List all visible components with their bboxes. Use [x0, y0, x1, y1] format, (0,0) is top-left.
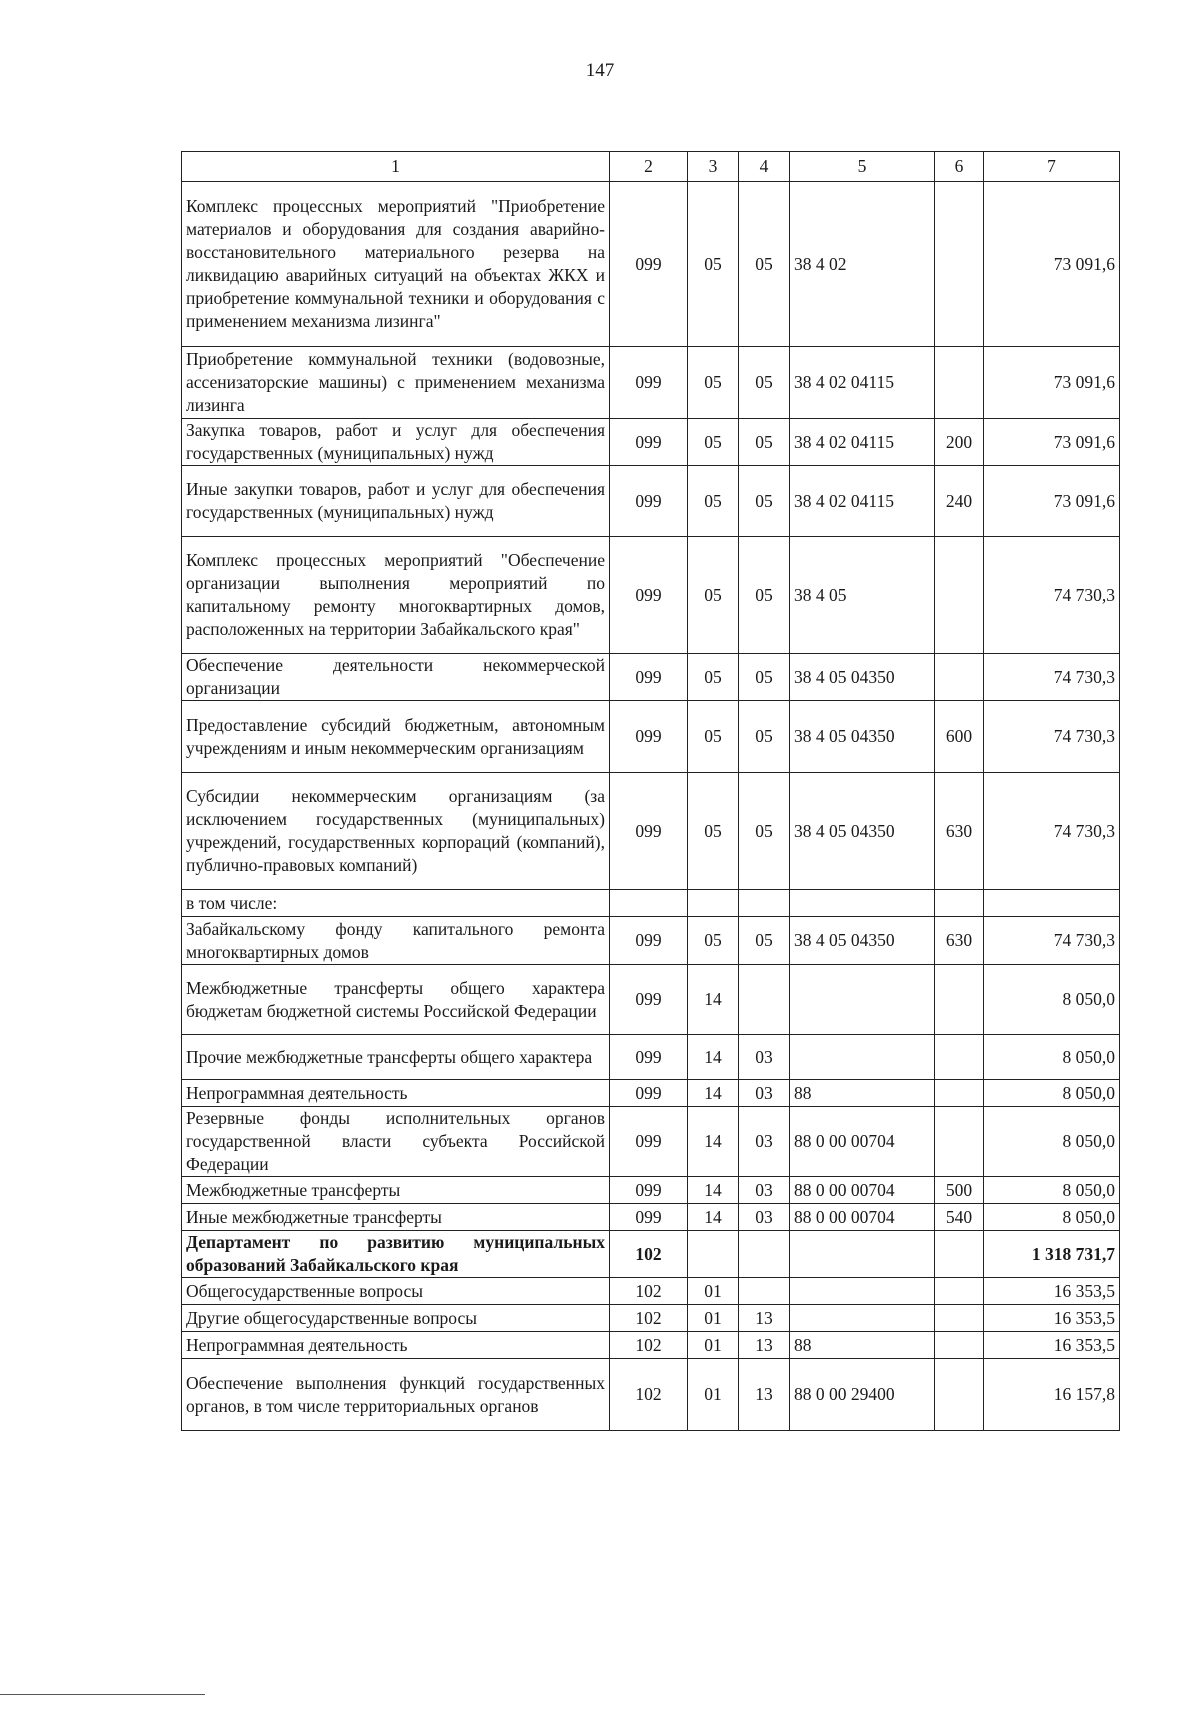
cell-subsection: 03: [739, 1177, 790, 1204]
cell-target-article: [790, 890, 935, 917]
cell-expense-type: 500: [935, 1177, 984, 1204]
cell-section: 01: [688, 1278, 739, 1305]
cell-target-article: 38 4 02 04115: [790, 419, 935, 466]
cell-section: [688, 1231, 739, 1278]
row-name: Непрограммная деятельность: [182, 1332, 610, 1359]
cell-expense-type: 200: [935, 419, 984, 466]
cell-grbs: 102: [610, 1278, 688, 1305]
cell-expense-type: [935, 1359, 984, 1431]
cell-subsection: 03: [739, 1035, 790, 1080]
cell-grbs: 102: [610, 1359, 688, 1431]
table-row: [182, 1204, 1120, 1231]
cell-expense-type: [935, 1231, 984, 1278]
cell-expense-type: [935, 965, 984, 1035]
cell-grbs: 099: [610, 1080, 688, 1107]
row-name: Резервные фонды исполнительных органов государственной власти субъекта Российской Федерации: [182, 1107, 610, 1177]
row-name: Непрограммная деятельность: [182, 1080, 610, 1107]
cell-target-article: 38 4 05 04350: [790, 773, 935, 890]
cell-grbs: 099: [610, 537, 688, 654]
cell-amount: 16 353,5: [984, 1278, 1120, 1305]
cell-target-article: [790, 1035, 935, 1080]
cell-grbs: 099: [610, 1107, 688, 1177]
cell-grbs: 099: [610, 347, 688, 419]
cell-grbs: 099: [610, 701, 688, 773]
cell-expense-type: [935, 182, 984, 347]
table-row: [182, 1305, 1120, 1332]
cell-target-article: 38 4 05 04350: [790, 701, 935, 773]
row-name: Забайкальскому фонду капитального ремонта многоквартирных домов: [182, 917, 610, 965]
cell-section: 14: [688, 1204, 739, 1231]
row-name: Субсидии некоммерческим организациям (за исключением государственных (муниципальных) учреждений, государственных корпораций (компаний), публично-правовых компаний): [182, 773, 610, 890]
cell-grbs: 099: [610, 773, 688, 890]
cell-target-article: [790, 1305, 935, 1332]
cell-section: 14: [688, 1177, 739, 1204]
cell-target-article: [790, 965, 935, 1035]
row-name: Обеспечение деятельности некоммерческой организации: [182, 654, 610, 701]
cell-grbs: 102: [610, 1305, 688, 1332]
table-row: [182, 654, 1120, 701]
cell-grbs: 099: [610, 654, 688, 701]
cell-grbs: [610, 890, 688, 917]
header-col-6: 6: [935, 152, 984, 182]
cell-amount: 16 353,5: [984, 1305, 1120, 1332]
table-row: [182, 917, 1120, 965]
table-row: [182, 1231, 1120, 1278]
cell-section: 05: [688, 701, 739, 773]
table-row: [182, 1278, 1120, 1305]
cell-expense-type: [935, 347, 984, 419]
cell-section: 14: [688, 1035, 739, 1080]
cell-grbs: 099: [610, 917, 688, 965]
cell-target-article: 88 0 00 00704: [790, 1107, 935, 1177]
cell-section: 05: [688, 773, 739, 890]
cell-expense-type: [935, 654, 984, 701]
cell-expense-type: [935, 1107, 984, 1177]
cell-amount: 74 730,3: [984, 654, 1120, 701]
cell-amount: 16 157,8: [984, 1359, 1120, 1431]
row-name: Прочие межбюджетные трансферты общего характера: [182, 1035, 610, 1080]
cell-target-article: 88: [790, 1080, 935, 1107]
cell-expense-type: [935, 1035, 984, 1080]
table-row: [182, 537, 1120, 654]
cell-amount: 74 730,3: [984, 537, 1120, 654]
cell-amount: 74 730,3: [984, 773, 1120, 890]
cell-amount: 73 091,6: [984, 347, 1120, 419]
header-col-2: 2: [610, 152, 688, 182]
cell-amount: 8 050,0: [984, 1080, 1120, 1107]
cell-target-article: 38 4 02: [790, 182, 935, 347]
table-row: [182, 701, 1120, 773]
row-name: Иные закупки товаров, работ и услуг для обеспечения государственных (муниципальных) нужд: [182, 466, 610, 537]
cell-expense-type: [935, 1080, 984, 1107]
cell-amount: 73 091,6: [984, 419, 1120, 466]
cell-amount: 73 091,6: [984, 182, 1120, 347]
header-col-4: 4: [739, 152, 790, 182]
cell-expense-type: [935, 1332, 984, 1359]
table-row: [182, 1035, 1120, 1080]
row-name: Межбюджетные трансферты общего характера бюджетам бюджетной системы Российской Федерации: [182, 965, 610, 1035]
cell-grbs: 099: [610, 1177, 688, 1204]
cell-subsection: 05: [739, 466, 790, 537]
cell-subsection: [739, 1231, 790, 1278]
row-name: Межбюджетные трансферты: [182, 1177, 610, 1204]
cell-section: 05: [688, 537, 739, 654]
table-row: [182, 182, 1120, 347]
cell-subsection: 03: [739, 1107, 790, 1177]
cell-amount: 73 091,6: [984, 466, 1120, 537]
cell-target-article: [790, 1278, 935, 1305]
cell-target-article: [790, 1231, 935, 1278]
table-row: [182, 466, 1120, 537]
cell-target-article: 88 0 00 00704: [790, 1204, 935, 1231]
cell-amount: 8 050,0: [984, 1035, 1120, 1080]
cell-subsection: 03: [739, 1204, 790, 1231]
cell-subsection: 05: [739, 182, 790, 347]
budget-table: [181, 151, 1120, 1431]
cell-target-article: 38 4 02 04115: [790, 347, 935, 419]
cell-section: 14: [688, 1080, 739, 1107]
cell-target-article: 88: [790, 1332, 935, 1359]
cell-expense-type: [935, 1278, 984, 1305]
cell-expense-type: 630: [935, 917, 984, 965]
cell-target-article: 38 4 05 04350: [790, 654, 935, 701]
cell-target-article: 38 4 05 04350: [790, 917, 935, 965]
cell-amount: 1 318 731,7: [984, 1231, 1120, 1278]
header-col-1: 1: [182, 152, 610, 182]
row-name: Закупка товаров, работ и услуг для обеспечения государственных (муниципальных) нужд: [182, 419, 610, 466]
cell-section: 01: [688, 1332, 739, 1359]
scan-artifact-line: [0, 1694, 205, 1695]
cell-grbs: 099: [610, 1035, 688, 1080]
cell-target-article: 88 0 00 29400: [790, 1359, 935, 1431]
cell-target-article: 38 4 05: [790, 537, 935, 654]
table-row: [182, 1359, 1120, 1431]
cell-subsection: [739, 890, 790, 917]
table-row: [182, 1107, 1120, 1177]
cell-section: 05: [688, 654, 739, 701]
cell-amount: 8 050,0: [984, 1204, 1120, 1231]
cell-section: 05: [688, 182, 739, 347]
cell-subsection: 05: [739, 701, 790, 773]
cell-subsection: 05: [739, 773, 790, 890]
row-name: Приобретение коммунальной техники (водовозные, ассенизаторские машины) с применением механизма лизинга: [182, 347, 610, 419]
cell-subsection: [739, 1278, 790, 1305]
row-name: Обеспечение выполнения функций государственных органов, в том числе территориальных органов: [182, 1359, 610, 1431]
cell-amount: 8 050,0: [984, 965, 1120, 1035]
cell-amount: 16 353,5: [984, 1332, 1120, 1359]
cell-subsection: 13: [739, 1359, 790, 1431]
cell-grbs: 099: [610, 182, 688, 347]
cell-amount: [984, 890, 1120, 917]
cell-subsection: 05: [739, 419, 790, 466]
cell-grbs: 099: [610, 1204, 688, 1231]
header-col-3: 3: [688, 152, 739, 182]
row-name: Общегосударственные вопросы: [182, 1278, 610, 1305]
table-row: [182, 419, 1120, 466]
cell-subsection: 03: [739, 1080, 790, 1107]
cell-section: 01: [688, 1305, 739, 1332]
cell-amount: 8 050,0: [984, 1107, 1120, 1177]
cell-grbs: 099: [610, 419, 688, 466]
cell-subsection: 05: [739, 917, 790, 965]
table-row: [182, 1177, 1120, 1204]
row-name: Комплекс процессных мероприятий "Обеспечение организации выполнения мероприятий по капитальному ремонту многоквартирных домов, расположенных на территории Забайкальского края": [182, 537, 610, 654]
cell-expense-type: 240: [935, 466, 984, 537]
row-name: в том числе:: [182, 890, 610, 917]
cell-amount: 74 730,3: [984, 701, 1120, 773]
cell-grbs: 099: [610, 466, 688, 537]
header-row: [182, 152, 1120, 182]
cell-amount: 74 730,3: [984, 917, 1120, 965]
cell-subsection: 05: [739, 537, 790, 654]
cell-expense-type: [935, 890, 984, 917]
cell-grbs: 099: [610, 965, 688, 1035]
cell-target-article: 88 0 00 00704: [790, 1177, 935, 1204]
table-header: [182, 152, 1120, 182]
cell-expense-type: 600: [935, 701, 984, 773]
cell-amount: 8 050,0: [984, 1177, 1120, 1204]
cell-expense-type: [935, 1305, 984, 1332]
cell-section: [688, 890, 739, 917]
cell-section: 14: [688, 1107, 739, 1177]
row-name: Комплекс процессных мероприятий "Приобретение материалов и оборудования для создания аварийно-восстановительного материального резерва на ликвидацию аварийных ситуаций на объектах ЖКХ и приобретение коммунальной техники и оборудования с применением механизма лизинга": [182, 182, 610, 347]
row-name: Другие общегосударственные вопросы: [182, 1305, 610, 1332]
cell-expense-type: [935, 537, 984, 654]
table-row: [182, 773, 1120, 890]
table-row: [182, 965, 1120, 1035]
cell-subsection: 05: [739, 347, 790, 419]
table-row: [182, 890, 1120, 917]
cell-section: 05: [688, 466, 739, 537]
cell-section: 05: [688, 419, 739, 466]
cell-expense-type: 630: [935, 773, 984, 890]
page-number: 147: [585, 60, 615, 81]
cell-section: 14: [688, 965, 739, 1035]
row-name: Предоставление субсидий бюджетным, автономным учреждениям и иным некоммерческим организациям: [182, 701, 610, 773]
cell-expense-type: 540: [935, 1204, 984, 1231]
row-name: Департамент по развитию муниципальных образований Забайкальского края: [182, 1231, 610, 1278]
table-row: [182, 1080, 1120, 1107]
cell-section: 05: [688, 917, 739, 965]
cell-section: 01: [688, 1359, 739, 1431]
cell-subsection: 13: [739, 1332, 790, 1359]
table-row: [182, 1332, 1120, 1359]
cell-subsection: 05: [739, 654, 790, 701]
table-row: [182, 347, 1120, 419]
cell-target-article: 38 4 02 04115: [790, 466, 935, 537]
cell-section: 05: [688, 347, 739, 419]
cell-subsection: [739, 965, 790, 1035]
cell-subsection: 13: [739, 1305, 790, 1332]
cell-grbs: 102: [610, 1332, 688, 1359]
cell-grbs: 102: [610, 1231, 688, 1278]
header-col-7: 7: [984, 152, 1120, 182]
header-col-5: 5: [790, 152, 935, 182]
table-body: [182, 182, 1120, 1431]
row-name: Иные межбюджетные трансферты: [182, 1204, 610, 1231]
